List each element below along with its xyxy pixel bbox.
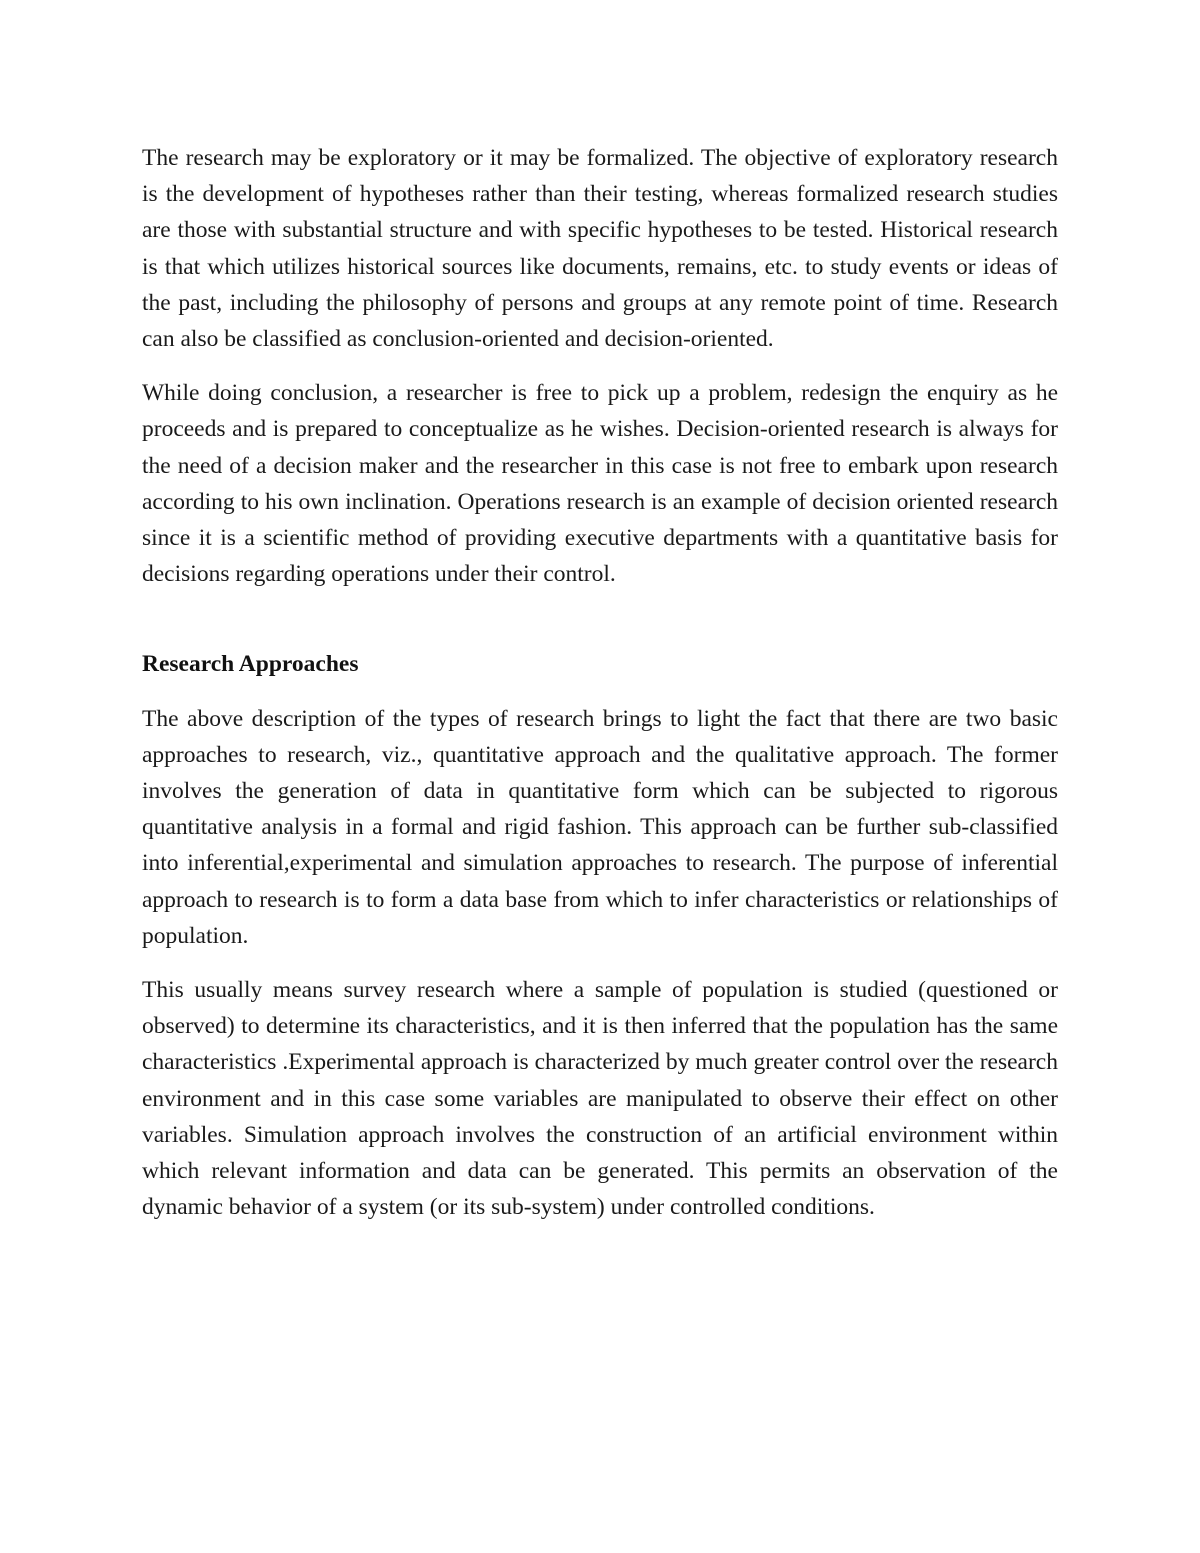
document-body — [142, 140, 1058, 1225]
paragraph-survey-experimental-simulation: This usually means survey research where a sample of population is studied (questioned or observed) to determine its characteristics, and it is then inferred that the population has the same characteristics .Experimental approach is characterized by much greater control over the research environment and in this case some variables are manipulated to observe their effect on other variables. Simulation approach involves the construction of an artificial environment within which relevant information and data can be generated. This permits an observation of the dynamic behavior of a system (or its sub-system) under controlled conditions. — [142, 977, 1058, 1221]
section-spacer — [142, 592, 1058, 646]
paragraph-spacer — [142, 954, 1058, 972]
paragraph-exploratory-formalized: The research may be exploratory or it may be formalized. The objective of exploratory research is the development of hypotheses rather than their testing, whereas formalized research studies are those with substantial structure and with specific hypotheses to be tested. Historical research is that which utilizes historical sources like documents, remains, etc. to study events or ideas of the past, including the philosophy of persons and groups at any remote point of time. Research can also be classified as conclusion-oriented and decision-oriented. — [142, 145, 1058, 353]
section-heading: Research Approaches — [142, 651, 359, 678]
heading-spacer — [142, 683, 1058, 701]
paragraph-conclusion-decision: While doing conclusion, a researcher is free to pick up a problem, redesign the enquiry as he proceeds and is prepared to conceptualize as he wishes. Decision-oriented research is always for the need of a decision maker and the researcher in this case is not free to embark upon research according to his own inclination. Operations research is an example of decision oriented research since it is a scientific method of providing executive departments with a quantitative basis for decisions regarding operations under their control. — [142, 380, 1058, 588]
paragraph-spacer — [142, 357, 1058, 375]
paragraph-research-approaches: The above description of the types of research brings to light the fact that there are two basic approaches to research, viz., quantitative approach and the qualitative approach. The former involves the generation of data in quantitative form which can be subjected to rigorous quantitative analysis in a formal and rigid fashion. This approach can be further sub-classified into inferential,experimental and simulation approaches to research. The purpose of inferential approach to research is to form a data base from which to infer characteristics or relationships of population. — [142, 705, 1058, 949]
